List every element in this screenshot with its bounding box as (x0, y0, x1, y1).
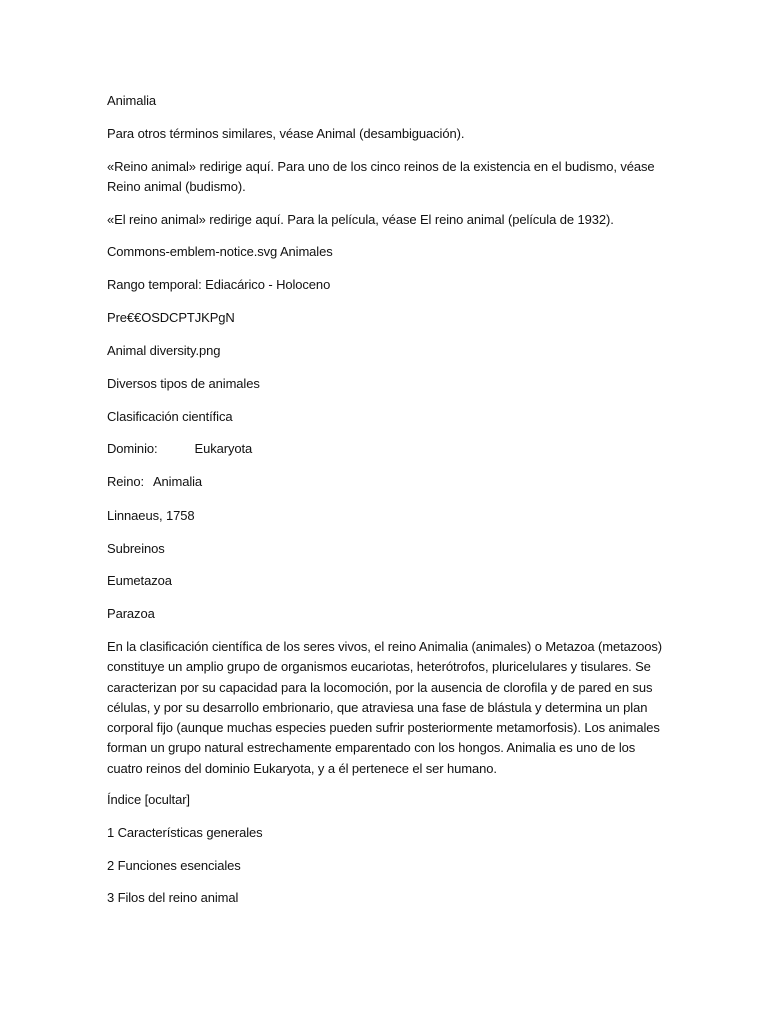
paragraph-line: forman un grupo natural estrechamente emparentado con los hongos. Animalia es uno de los (107, 740, 636, 756)
subkingdoms-heading: Subreinos (107, 541, 165, 556)
toc-item: 3 Filos del reino animal (107, 890, 239, 905)
classification-heading: Clasificación científica (107, 409, 233, 424)
paragraph-line: células, y por su desarrollo embrionario, que atraviesa una fase de blástula y determina un plan (107, 699, 648, 715)
disambiguation-note-line: «Reino animal» redirige aquí. Para uno de los cinco reinos de la existencia en el budismo, véase (107, 159, 655, 174)
domain-value: Eukaryota (194, 441, 253, 456)
subkingdom-eumetazoa: Eumetazoa (107, 573, 172, 588)
domain-label: Dominio: (107, 441, 158, 456)
toc-item: 1 Características generales (107, 825, 263, 840)
disambiguation-note: Para otros términos similares, véase Animal (desambiguación). (107, 126, 465, 141)
index-heading: Índice [ocultar] (107, 792, 190, 807)
subkingdom-parazoa: Parazoa (107, 606, 155, 621)
image-filename: Animal diversity.png (107, 343, 221, 358)
paragraph-line: cuatro reinos del dominio Eukaryota, y a él pertenece el ser humano. (107, 760, 497, 776)
authority: Linnaeus, 1758 (107, 508, 195, 523)
disambiguation-note: «El reino animal» redirige aquí. Para la película, véase El reino animal (película de 1932). (107, 212, 614, 227)
kingdom-value: Animalia (152, 474, 203, 489)
paragraph-line: caracterizan por su capacidad para la locomoción, por la ausencia de clorofila y de pared en sus (107, 679, 653, 695)
domain-row (107, 441, 252, 457)
toc-item: 2 Funciones esenciales (107, 858, 241, 873)
paragraph-line: corporal fijo (aunque muchas especies pueden sufrir posteriormente metamorfosis). Los animales (107, 720, 660, 736)
commons-notice: Commons-emblem-notice.svg Animales (107, 244, 333, 259)
kingdom-row (107, 474, 202, 490)
temporal-range: Rango temporal: Ediacárico - Holoceno (107, 277, 331, 292)
paragraph-line: constituye un amplio grupo de organismos eucariotas, heterótrofos, pluricelulares y tisulares. Se (107, 659, 651, 675)
disambiguation-note-line: Reino animal (budismo). (107, 179, 246, 194)
period-codes: Pre€€OSDCPTJKPgN (107, 310, 235, 325)
body-paragraph (107, 637, 667, 779)
page-title: Animalia (107, 93, 157, 108)
paragraph-line: En la clasificación científica de los seres vivos, el reino Animalia (animales) o Metazoa (metazoos) (107, 639, 663, 654)
image-caption: Diversos tipos de animales (107, 376, 260, 391)
kingdom-label: Reino: (107, 474, 144, 489)
